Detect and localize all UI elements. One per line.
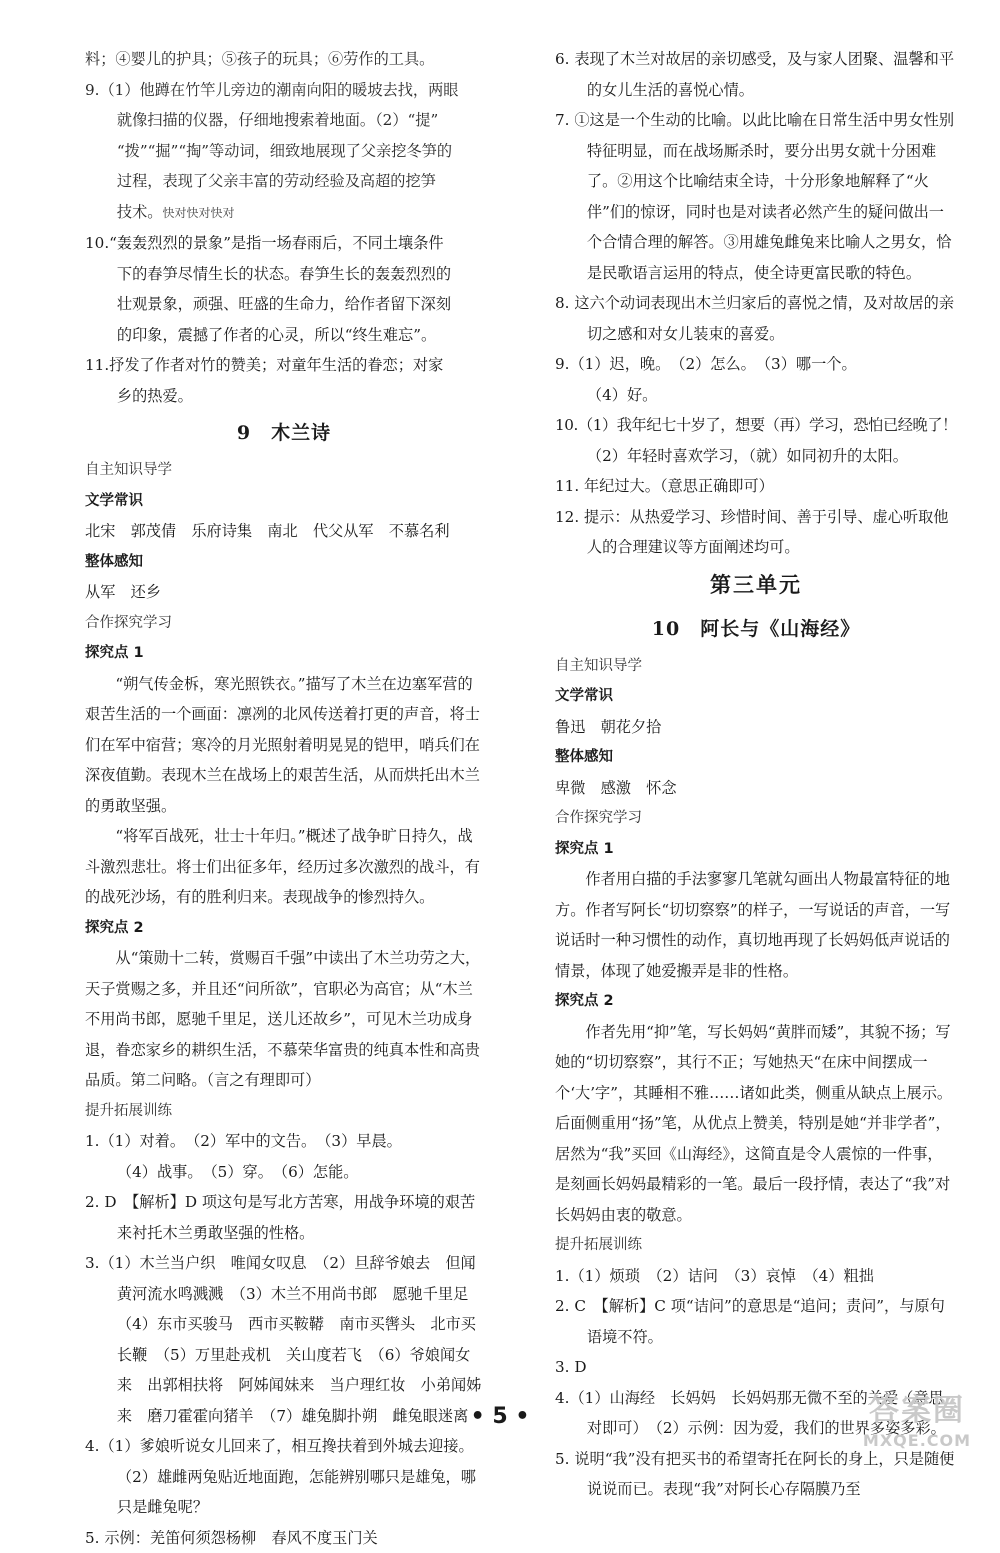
- answer-text: 卑微 感激 怀念: [555, 773, 957, 804]
- answer-9: 9.（1）迟，晚。 （2）怎么。 （3）哪一个。: [555, 349, 957, 380]
- answer-5: 5. 示例：羌笛何须怨杨柳 春风不度玉门关: [85, 1523, 483, 1553]
- sub-heading: 整体感知: [555, 742, 957, 773]
- answer-8: 8. 这六个动词表现出木兰归家后的喜悦之情，及对故居的亲切之感和对女儿装束的喜爱。: [555, 288, 957, 349]
- sub-heading: 探究点 1: [85, 638, 483, 669]
- sub-heading: 探究点 2: [85, 913, 483, 944]
- answer-2: 2. C 【解析】C 项“诘问”的意思是“追问；责问”，与原句语境不符。: [555, 1291, 957, 1352]
- answer-9-cont: （4）好。: [555, 380, 957, 411]
- section-heading: 自主知识导学: [85, 455, 483, 486]
- page-number: • 5 •: [0, 1404, 1000, 1429]
- answer-12: 12. 提示：从热爱学习、珍惜时间、善于引导、虚心听取他人的合理建议等方面阐述均可。: [555, 502, 957, 563]
- watermark-text: 答案圈: [842, 1392, 992, 1430]
- section-heading: 合作探究学习: [85, 608, 483, 639]
- answer-line: 料；④婴儿的护具；⑤孩子的玩具；⑥劳作的工具。: [85, 44, 483, 75]
- watermark-url: MXQE.COM: [842, 1430, 992, 1452]
- answer-5: 5. 说明“我”没有把买书的希望寄托在阿长的身上，只是随便说说而已。表现“我”对阿长心存隔膜乃至: [555, 1444, 957, 1505]
- section-heading: 合作探究学习: [555, 803, 957, 834]
- answer-text: 从军 还乡: [85, 577, 483, 608]
- answer-1-cont: （4）战事。 （5）穿。 （6）怎能。: [85, 1157, 483, 1188]
- handwritten-note: 快对快对快对: [162, 206, 234, 220]
- paragraph: 作者用白描的手法寥寥几笔就勾画出人物最富特征的地方。作者写阿长“切切察察”的样子，一写说话的声音，一写说话时一种习惯性的动作，真切地再现了长妈妈低声说话的情景，体现了她爱搬弄是非的性格。: [555, 864, 957, 986]
- answer-4: 4.（1）爹娘听说女儿回来了，相互搀扶着到外城去迎接。（2）雄雌两兔贴近地面跑，怎能辨别哪只是雄兔，哪只是雌兔呢？: [85, 1431, 483, 1523]
- answer-text: 北宋 郭茂倩 乐府诗集 南北 代父从军 不慕名利: [85, 516, 483, 547]
- paragraph: “将军百战死，壮士十年归。”概述了战争旷日持久，战斗激烈悲壮。将士们出征多年，经历过多次激烈的战斗，有的战死沙场，有的胜利归来。表现战争的惨烈持久。: [85, 821, 483, 913]
- answer-11: 11.抒发了作者对竹的赞美；对童年生活的眷恋；对家 乡的热爱。: [85, 350, 483, 411]
- section-heading: 提升拓展训练: [555, 1230, 957, 1261]
- answer-11: 11. 年纪过大。（意思正确即可）: [555, 471, 957, 502]
- answer-10-cont: （2）年轻时喜欢学习，（就）如同初升的太阳。: [555, 441, 957, 472]
- answer-2: 2. D 【解析】D 项这句是写北方苦寒，用战争环境的艰苦来衬托木兰勇敢坚强的性格。: [85, 1187, 483, 1248]
- answer-10: 10.“轰轰烈烈的景象”是指一场春雨后，不同土壤条件 下的春笋尽情生长的状态。春笋生长的轰轰烈烈的 壮观景象，顽强、旺盛的生命力，给作者留下深刻 的印象，震撼了作者的心灵，所以“终生难忘”。: [85, 228, 483, 350]
- paragraph: 作者先用“抑”笔，写长妈妈“黄胖而矮”，其貌不扬；写她的“切切察察”，其行不正；写她热天“在床中间摆成一个‘大’字”，其睡相不雅……诸如此类，侧重从缺点上展示。后面侧重用“扬”笔，从优点上赞美，特别是她“并非学者”，居然为“我”买回《山海经》，这简直是令人震惊的一件事，是刻画长妈妈最精彩的一笔。最后一段抒情，表达了“我”对长妈妈由衷的敬意。: [555, 1017, 957, 1231]
- answer-1: 1.（1）烦琐 （2）诘问 （3）哀悼 （4）粗拙: [555, 1261, 957, 1292]
- paragraph: 从“策勋十二转，赏赐百千强”中读出了木兰功劳之大，天子赏赐之多，并且还“问所欲”，官职必为高官；从“木兰不用尚书郎，愿驰千里足，送儿还故乡”，可见木兰功成身退，眷恋家乡的耕织生活，不慕荣华富贵的纯真本性和高贵品质。第二问略。（言之有理即可）: [85, 943, 483, 1096]
- sub-heading: 文学常识: [85, 486, 483, 517]
- section-heading: 提升拓展训练: [85, 1096, 483, 1127]
- lesson-title: 10 阿长与《山海经》: [555, 607, 957, 651]
- sub-heading: 探究点 2: [555, 986, 957, 1017]
- sub-heading: 探究点 1: [555, 834, 957, 865]
- answer-9: 9.（1）他蹲在竹竿儿旁边的潮南向阳的暖坡去找，两眼 就像扫描的仪器，仔细地搜索着地面。（2）“提” “拨”“掘”“掏”等动词，细致地展现了父亲挖冬笋的 过程，表现了父亲丰富的劳动经验及高超的挖笋 技术。快对快对快对: [85, 75, 483, 229]
- answer-text: 鲁迅 朝花夕拾: [555, 712, 957, 743]
- answer-3: 3.（1）木兰当户织 唯闻女叹息 （2）旦辞爷娘去 但闻黄河流水鸣溅溅 （3）木兰不用尚书郎 愿驰千里足 （4）东市买骏马 西市买鞍鞯 南市买辔头 北市买长鞭 （5）万里赴戎机 关山度若飞 （6）爷娘闻女来 出郭相扶将 阿姊闻妹来 当户理红妆 小弟闻姊来 磨刀霍霍向猪羊 （7）雄兔脚扑朔 雌兔眼迷离: [85, 1248, 483, 1431]
- sub-heading: 文学常识: [555, 681, 957, 712]
- answer-1: 1.（1）对着。 （2）军中的文告。 （3）早晨。: [85, 1126, 483, 1157]
- paragraph: “朔气传金柝，寒光照铁衣。”描写了木兰在边塞军营的艰苦生活的一个画面：凛冽的北风传送着打更的声音，将士们在军中宿营；寒冷的月光照射着明晃晃的铠甲，哨兵们在深夜值勤。表现木兰在战场上的艰苦生活，从而烘托出木兰的勇敢坚强。: [85, 669, 483, 822]
- sub-heading: 整体感知: [85, 547, 483, 578]
- answer-10: 10.（1）我年纪七十岁了，想要（再）学习，恐怕已经晚了！: [555, 410, 957, 441]
- right-column: [555, 44, 957, 1505]
- answer-4: 4.（1）山海经 长妈妈 长妈妈那无微不至的关爱（意思对即可） （2）示例：因为爱，我们的世界多姿多彩。: [555, 1383, 957, 1444]
- answer-6: 6. 表现了木兰对故居的亲切感受，及与家人团聚、温馨和平的女儿生活的喜悦心情。: [555, 44, 957, 105]
- watermark-logo: [842, 1392, 992, 1462]
- answer-7: 7. ①这是一个生动的比喻。以此比喻在日常生活中男女性别特征明显，而在战场厮杀时，要分出男女就十分困难了。②用这个比喻结束全诗，十分形象地解释了“火伴”们的惊讶，同时也是对读者必然产生的疑问做出一个合情合理的解答。③用雄兔雌兔来比喻人之男女，恰是民歌语言运用的特点，使全诗更富民歌的特色。: [555, 105, 957, 288]
- lesson-title: 9 木兰诗: [85, 411, 483, 455]
- answer-3: 3. D: [555, 1352, 957, 1383]
- unit-title: 第三单元: [555, 563, 957, 607]
- section-heading: 自主知识导学: [555, 651, 957, 682]
- left-column: [85, 44, 483, 1553]
